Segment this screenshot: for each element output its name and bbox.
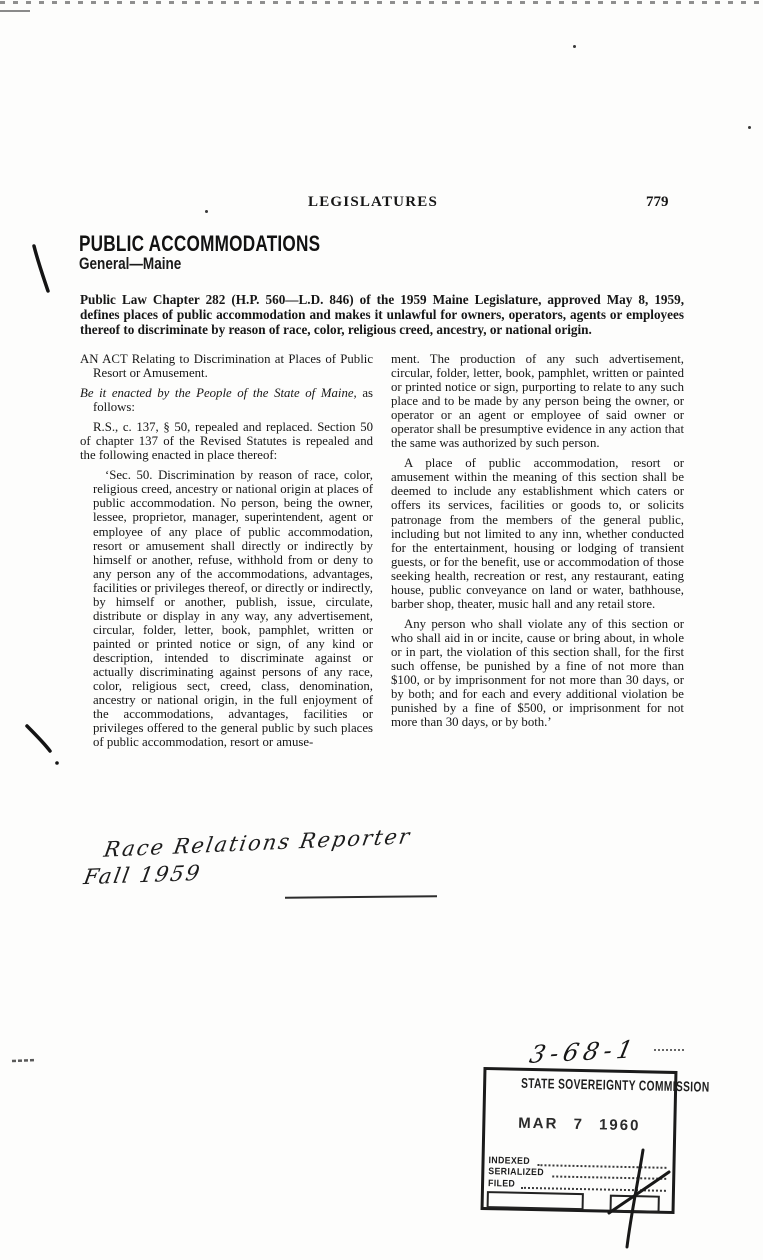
stamp-date-received: MAR 7 1960 bbox=[518, 1114, 641, 1135]
paragraph-rs-note: R.S., c. 137, § 50, repealed and replaced. Section 50 of chapter 137 of the Revised Statutes is repealed and the following enacted in place thereof: bbox=[80, 420, 373, 463]
enacting-clause-roman: as follows: bbox=[93, 386, 374, 415]
stamp-agency-row bbox=[486, 1074, 710, 1096]
paragraph-enacting-clause bbox=[80, 386, 373, 414]
article-summary: Public Law Chapter 282 (H.P. 560—L.D. 846) of the 1959 Maine Legislature, approved May 8, 1959, defines places of public accommodation and makes it unlawful for owners, operators, agents or employees thereof to discriminate by reason of race, color, religious creed, ancestry, or national origin. bbox=[80, 292, 684, 337]
page-number: 779 bbox=[646, 194, 669, 210]
paragraph-an-act: AN ACT Relating to Discrimination at Places of Public Resort or Amusement. bbox=[80, 352, 373, 381]
stamp-field-list bbox=[488, 1154, 669, 1192]
stamp-field-label: SERIALIZED bbox=[488, 1166, 545, 1179]
two-column-body bbox=[80, 352, 684, 755]
dashed-mark bbox=[654, 1049, 684, 1051]
scan-speck bbox=[748, 126, 751, 129]
margin-slash-mark bbox=[34, 246, 48, 291]
running-header-title: LEGISLATURES bbox=[308, 194, 438, 210]
dotted-leader bbox=[521, 1186, 666, 1191]
paragraph-sec-50-continuation: ment. The production of any such advertisement, circular, folder, letter, book, pamphlet, written or painted or printed notice or sign, purporting to relate to any such place and to be made by any person being the owner, or operator or an agent or employee of said owner or operator shall be presumptive evidence in any action that the same was authorized by such person. bbox=[391, 352, 684, 451]
handwritten-citation-line2: Fall 1959 bbox=[81, 860, 204, 890]
enacting-clause-italic: Be it enacted by the People of the State of Maine, bbox=[80, 386, 357, 401]
scan-speck bbox=[573, 45, 576, 48]
stamp-checkbox-left bbox=[487, 1191, 584, 1210]
stamp-checkbox-right bbox=[610, 1195, 660, 1213]
article-subtitle: General—Maine bbox=[79, 255, 182, 273]
perforation-edge bbox=[0, 1, 763, 4]
pen-dot bbox=[55, 761, 59, 765]
stamp-field-label: INDEXED bbox=[488, 1154, 531, 1167]
smudge-mark bbox=[12, 1060, 36, 1061]
article-title: PUBLIC ACCOMMODATIONS bbox=[79, 231, 321, 256]
margin-slash-mark bbox=[27, 726, 50, 751]
left-column bbox=[80, 352, 373, 755]
scan-edge-mark bbox=[0, 10, 30, 12]
receipt-stamp-block bbox=[470, 1035, 730, 1260]
right-column bbox=[391, 352, 684, 755]
handwritten-citation-line1: Race Relations Reporter bbox=[102, 824, 414, 862]
stamp-box bbox=[481, 1067, 710, 1214]
paragraph-definition: A place of public accommodation, resort or amusement within the meaning of this section shall be deemed to include any establishment which caters or offers its services, facilities or goods to, or solicits patronage from the members of the general public, including but not limited to any inn, whether conducted for the entertainment, housing or lodging of transient guests, or for the benefit, use or accommodation of those seeking health, recreation or rest, any restaurant, eating house, public conveyance on land or water, bathhouse, barber shop, theater, music hall and any retail store. bbox=[391, 456, 684, 611]
handwritten-file-number: 3-68-1 bbox=[527, 1035, 641, 1069]
stamp-agency-name: STATE SOVEREIGNTY COMMISSION bbox=[520, 1074, 710, 1095]
stamp-field-label: FILED bbox=[487, 1177, 516, 1190]
scan-speck bbox=[205, 210, 208, 213]
stamp-field-row-filed bbox=[488, 1177, 668, 1192]
paragraph-sec-50-quote: ‘Sec. 50. Discrimination by reason of race, color, religious creed, ancestry or national origin at places of public accommodation. No person, being the owner, lessee, proprietor, manager, superintendent, agent or employee of any place of public accommodation, resort or amusement shall directly or indirectly by himself or another, refuse, withhold from or deny to any person any of the accommodations, advantages, facilities or privileges thereof, or directly or indirectly, by himself or another, publish, issue, circulate, distribute or display in any way, any advertisement, circular, folder, letter, book, pamphlet, written or painted or printed notice or sign, of any kind or description, intended to discriminate against or actually discriminating against persons of any race, color, religious sect, creed, class, denomination, ancestry or national origin, in the full enjoyment of the accommodations, advantages, facilities or privileges offered to the general public by such places of public accommodation, resort or amuse- bbox=[93, 468, 373, 750]
paragraph-penalties: Any person who shall violate any of this section or who shall aid in or incite, cause or bring about, in whole or in part, the violation of this section shall, for the first such offense, be punished by a fine of not more than $100, or by imprisonment for not more than 30 days, or by both; and for each and every additional violation be punished by a fine of $500, or imprisonment for not more than 30 days, or by both.’ bbox=[391, 616, 684, 730]
citation-underline-rule bbox=[285, 895, 437, 899]
